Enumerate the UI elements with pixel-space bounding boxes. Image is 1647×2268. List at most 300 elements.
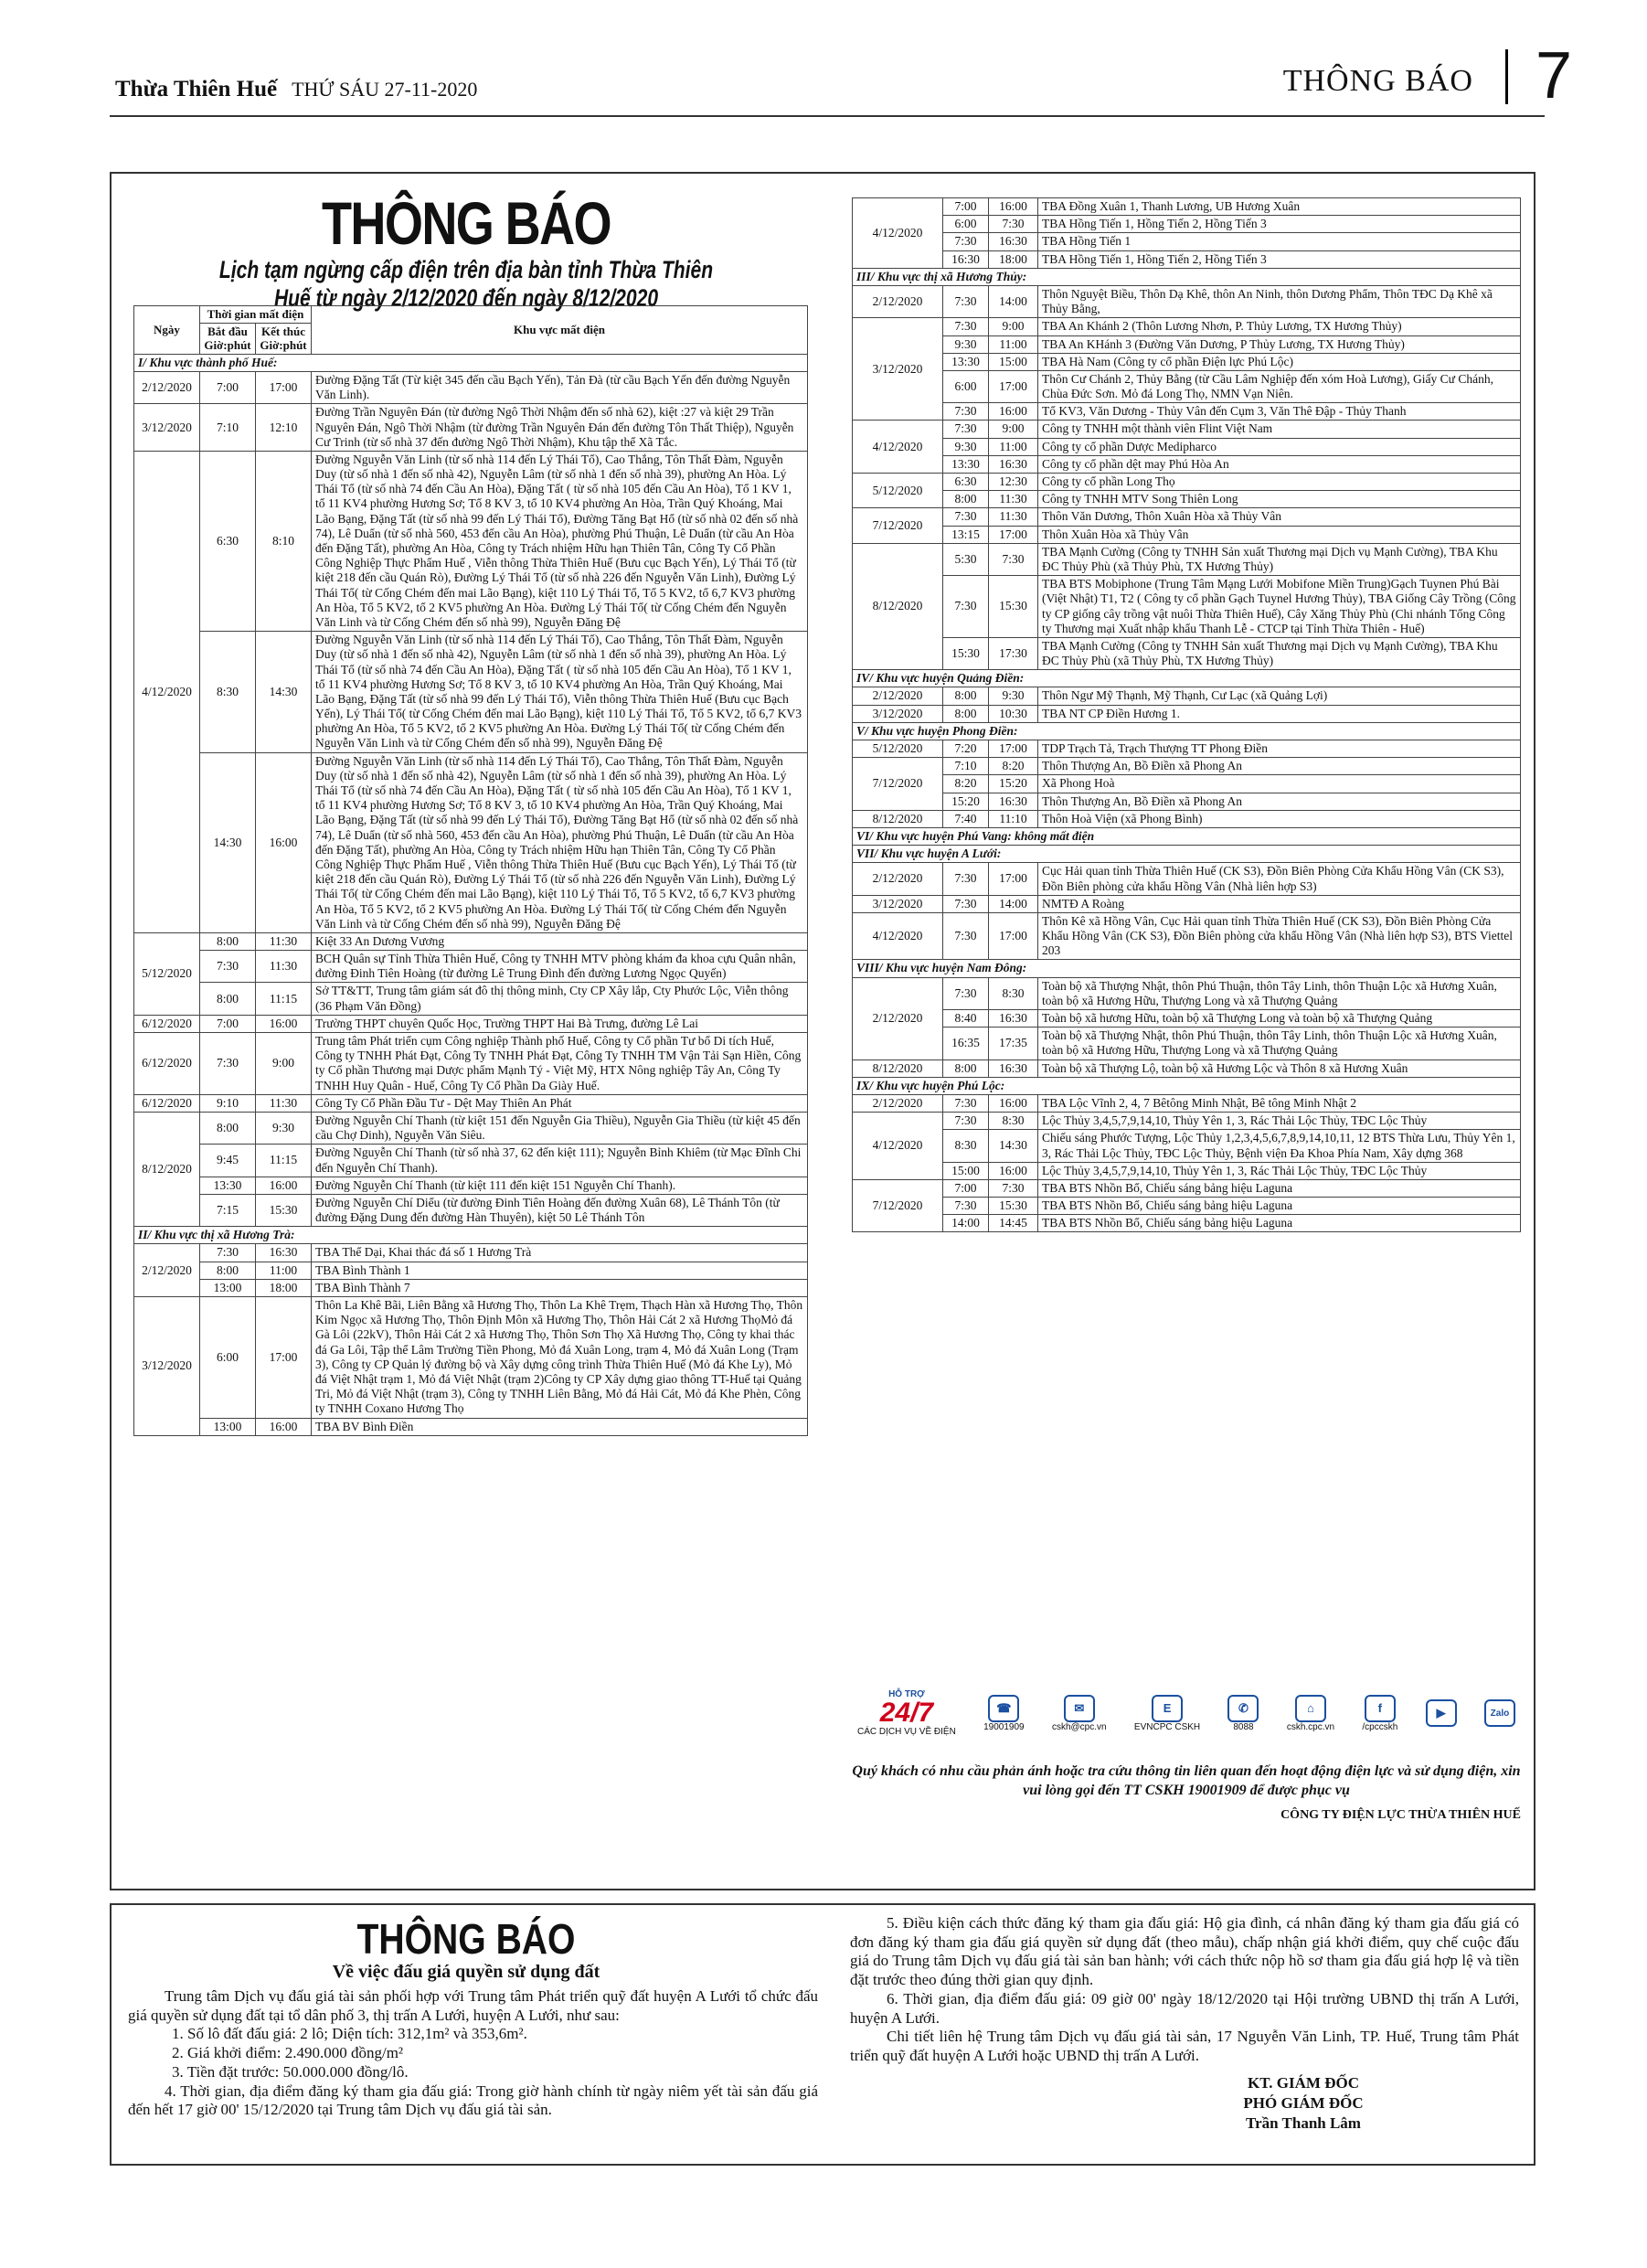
- row-start-time: 7:30: [943, 285, 989, 317]
- row-end-time: 16:30: [989, 793, 1038, 810]
- row-start-time: 7:20: [943, 740, 989, 758]
- row-start-time: 7:15: [200, 1194, 256, 1226]
- table-row: [853, 1162, 1521, 1179]
- outage-table-left: [133, 305, 808, 1436]
- row-start-time: 6:00: [200, 1297, 256, 1419]
- row-start-time: 15:20: [943, 793, 989, 810]
- row-end-time: 9:00: [256, 1033, 312, 1095]
- row-area: Đường Trần Nguyên Đán (từ đường Ngô Thời Nhậm đến số nhà 62), kiệt :27 và kiệt 29 Trần Nguyên Đán, Ngô Thời Nhậm (từ đường Trần Nguyên Đán đến đường Tôn Thất Thiệp), Nguyễn Cư Trinh (từ số nhà 37 đến đường Ngô Thời Nhậm), Khu tập thể Xã Tắc.: [312, 404, 808, 452]
- auction-subtitle: Về việc đấu giá quyền sử dụng đất: [332, 1962, 600, 1982]
- auction-item-1: 1. Số lô đất đấu giá: 2 lô; Diện tích: 312,1m² và 353,6m².: [172, 2025, 527, 2043]
- row-start-time: 7:30: [943, 318, 989, 335]
- row-end-time: 16:00: [256, 752, 312, 932]
- auction-title: THÔNG BÁO: [356, 1915, 576, 1963]
- support-tag: HỖ TRỢ: [888, 1689, 925, 1699]
- table-row: [134, 983, 808, 1015]
- row-start-time: 9:10: [200, 1094, 256, 1112]
- row-start-time: 14:30: [200, 752, 256, 932]
- row-area: Trường THPT chuyên Quốc Học, Trường THPT Hai Bà Trưng, đường Lê Lai: [312, 1015, 808, 1032]
- row-date: 7/12/2020: [853, 508, 943, 543]
- auction-item-5: 5. Điều kiện cách thức đăng ký tham gia đấu giá: Hộ gia đình, cá nhân đăng ký tham gia đấu giá có đơn đăng ký tham gia đấu giá quyền sử dụng đất (theo mẫu), chấp nhận giá khởi điểm, quy chế cuộc đấu giá do Trung tâm Dịch vụ đấu giá tài sản ban hành; với cách thức nộp hồ sơ tham gia đấu giá hợp lệ và tiền đặt trước theo đúng thời gian quy định.: [850, 1914, 1519, 1989]
- table-row: [134, 451, 808, 631]
- row-date: 3/12/2020: [134, 404, 200, 452]
- row-end-time: 15:30: [989, 576, 1038, 638]
- table-row: [853, 1198, 1521, 1215]
- row-date: 2/12/2020: [853, 1094, 943, 1112]
- table-row: [134, 1177, 808, 1194]
- table-row: [853, 508, 1521, 526]
- section-heading-row: [853, 827, 1521, 845]
- section-heading-row: [853, 960, 1521, 977]
- row-start-time: 6:00: [943, 216, 989, 233]
- table-row: [134, 404, 808, 452]
- col-day: Ngày: [134, 306, 200, 355]
- row-area: Cục Hải quan tỉnh Thừa Thiên Huế (CK S3), Đồn Biên Phòng Cửa Khẩu Hồng Vân (CK S3), Đồn Biên phòng cửa khẩu Hồng Vân (Nhà liên hợp S3): [1038, 863, 1521, 895]
- row-area: TBA An KHánh 3 (Đường Văn Dương, P Thủy Lương, TX Hương Thủy): [1038, 335, 1521, 353]
- table-row: [853, 285, 1521, 317]
- outage-rows-right: [853, 198, 1521, 1232]
- table-row: [853, 576, 1521, 638]
- row-area: Thôn Xuân Hòa xã Thủy Vân: [1038, 526, 1521, 543]
- row-end-time: 9:30: [989, 687, 1038, 705]
- row-start-time: 7:00: [943, 1179, 989, 1197]
- row-date: 3/12/2020: [853, 318, 943, 421]
- web-address: cskh.cpc.vn: [1286, 1721, 1335, 1732]
- table-row: [853, 233, 1521, 250]
- auction-item-3: 3. Tiền đặt trước: 50.000.000 đồng/lô.: [172, 2062, 409, 2081]
- support-footer: [852, 1677, 1521, 1823]
- row-end-time: 16:30: [989, 233, 1038, 250]
- table-row: [853, 370, 1521, 402]
- row-area: Công ty cổ phần Long Thọ: [1038, 474, 1521, 491]
- outage-rows-left: [134, 354, 808, 1435]
- row-area: Đường Nguyễn Chí Thanh (từ kiệt 111 đến kiệt 151 Nguyễn Chí Thanh).: [312, 1177, 808, 1194]
- row-start-time: 8:20: [943, 775, 989, 793]
- row-start-time: 8:00: [943, 687, 989, 705]
- row-end-time: 8:20: [989, 758, 1038, 775]
- row-area: TBA Bình Thành 1: [312, 1262, 808, 1279]
- row-start-time: 7:10: [200, 404, 256, 452]
- row-date: 2/12/2020: [853, 863, 943, 895]
- table-row: [853, 1215, 1521, 1232]
- row-area: Thôn Thượng An, Bồ Điền xã Phong An: [1038, 758, 1521, 775]
- row-start-time: 8:40: [943, 1010, 989, 1028]
- table-row: [134, 371, 808, 403]
- row-area: Chiếu sáng Phước Tượng, Lộc Thủy 1,2,3,4,5,6,7,8,9,14,10,11, 12 BTS Thừa Lưu, Thủy Yên 1, 3, Rác Thải Lộc Thủy, TĐC Lộc Thủy, Bệnh viện Đa Khoa Phía Nam, Xây dựng 368: [1038, 1130, 1521, 1162]
- row-start-time: 8:00: [943, 1059, 989, 1077]
- table-row: [134, 1194, 808, 1226]
- auction-contact: Chi tiết liên hệ Trung tâm Dịch vụ đấu giá tài sản, 17 Nguyễn Văn Linh, TP. Huế, Trung tâm Phát triển quỹ đất huyện A Lưới hoặc UBND thị trấn A Lưới.: [850, 2028, 1519, 2065]
- email-address: cskh@cpc.vn: [1051, 1721, 1107, 1732]
- row-date: 2/12/2020: [134, 371, 200, 403]
- row-end-time: 14:30: [989, 1130, 1038, 1162]
- row-area: Thôn Cư Chánh 2, Thủy Bằng (từ Cầu Lâm Nghiệp đến xóm Hoà Lương), Giấy Cư Chánh, Chùa Đức Sơn. Mỏ đá Long Thọ, NMN Vạn Niên.: [1038, 370, 1521, 402]
- row-start-time: 15:30: [943, 637, 989, 669]
- row-end-time: 16:30: [256, 1244, 312, 1262]
- row-start-time: 13:30: [943, 353, 989, 370]
- row-area: Xã Phong Hoà: [1038, 775, 1521, 793]
- row-date: 6/12/2020: [134, 1015, 200, 1032]
- row-end-time: 7:30: [989, 543, 1038, 575]
- row-area: TDP Trạch Tả, Trạch Thượng TT Phong Điền: [1038, 740, 1521, 758]
- row-start-time: 7:30: [943, 977, 989, 1009]
- row-area: TBA Bình Thành 7: [312, 1279, 808, 1296]
- notice-subtitle: Lịch tạm ngừng cấp điện trên địa bàn tỉnh Thừa Thiên Huế từ ngày 2/12/2020 đến ngày 8/12/2020: [218, 256, 714, 312]
- row-area: Đường Nguyễn Chí Thanh (từ kiệt 151 đến Nguyễn Gia Thiều), Nguyễn Gia Thiều (từ kiệt 45 đến cầu Chợ Dinh), Nguyễn Văn Siêu.: [312, 1112, 808, 1144]
- section-heading: VIII/ Khu vực huyện Nam Đông:: [853, 960, 1521, 977]
- row-area: TBA Đồng Xuân 1, Thanh Lương, UB Hương Xuân: [1038, 198, 1521, 216]
- row-end-time: 9:00: [989, 421, 1038, 438]
- row-end-time: 16:00: [256, 1177, 312, 1194]
- table-row: [853, 421, 1521, 438]
- row-area: Công Ty Cổ Phần Đầu Tư - Dệt May Thiên An Phát: [312, 1094, 808, 1112]
- row-start-time: 14:00: [943, 1215, 989, 1232]
- email-logo: [1052, 1695, 1107, 1732]
- row-area: Thôn Kê xã Hồng Vân, Cục Hải quan tỉnh Thừa Thiên Huế (CK S3), Đồn Biên Phòng Cửa Khẩu Hồng Vân (CK S3), Đồn Biên phòng cửa khẩu Hồng Vân (Nhà liên hợp S3), BTS Viettel 203: [1038, 912, 1521, 960]
- row-area: BCH Quân sự Tỉnh Thừa Thiên Huế, Công ty TNHH MTV phòng khám đa khoa cựu Quân nhân, đường Đinh Tiên Hoàng (từ đường Lê Trung Đình đến đường Lương Ngọc Quyến): [312, 951, 808, 983]
- section-heading: VI/ Khu vực huyện Phú Vang: không mất điện: [853, 827, 1521, 845]
- row-end-time: 14:00: [989, 895, 1038, 912]
- row-date: 5/12/2020: [853, 474, 943, 508]
- row-end-time: 11:15: [256, 1145, 312, 1177]
- table-row: [853, 1010, 1521, 1028]
- row-area: TBA BTS Nhồn Bổ, Chiếu sáng bảng hiệu Laguna: [1038, 1215, 1521, 1232]
- row-end-time: 17:00: [989, 912, 1038, 960]
- row-area: Thôn Nguyệt Biều, Thôn Dạ Khê, thôn An Ninh, thôn Dương Phẩm, Thôn TĐC Dạ Khê xã Thủy Bằng,: [1038, 285, 1521, 317]
- row-date: 3/12/2020: [134, 1297, 200, 1436]
- auction-item-6: 6. Thời gian, địa điểm đấu giá: 09 giờ 00' ngày 18/12/2020 tại Hội trường UBND thị trấn A Lưới, huyện A Lưới.: [850, 1989, 1519, 2027]
- table-row: [853, 455, 1521, 473]
- row-start-time: 13:15: [943, 526, 989, 543]
- row-end-time: 16:00: [989, 1162, 1038, 1179]
- row-area: Kiệt 33 An Dương Vương: [312, 932, 808, 950]
- auction-intro: Trung tâm Dịch vụ đấu giá tài sản phối hợp với Trung tâm Phát triển quỹ đất huyện A Lưới tổ chức đấu giá quyền sử dụng đất tại tổ dân phố 3, thị trấn A Lưới, huyện A Lưới, như sau:: [128, 1987, 818, 2024]
- app-store-icon: ▶: [1426, 1699, 1457, 1727]
- row-start-time: 8:30: [943, 1130, 989, 1162]
- table-row: [134, 632, 808, 753]
- row-end-time: 10:30: [989, 705, 1038, 722]
- row-end-time: 17:00: [989, 526, 1038, 543]
- row-end-time: 11:15: [256, 983, 312, 1015]
- col-area: Khu vực mất điện: [312, 306, 808, 355]
- row-start-time: 7:30: [943, 508, 989, 526]
- sms-icon: ✆: [1227, 1695, 1259, 1722]
- row-end-time: 17:35: [989, 1028, 1038, 1059]
- row-area: Công ty cổ phần Dược Medipharco: [1038, 438, 1521, 455]
- row-end-time: 7:30: [989, 1179, 1038, 1197]
- row-start-time: 9:30: [943, 335, 989, 353]
- row-date: 3/12/2020: [853, 895, 943, 912]
- table-row: [853, 438, 1521, 455]
- table-row: [134, 1244, 808, 1262]
- row-end-time: 11:30: [256, 951, 312, 983]
- table-row: [853, 895, 1521, 912]
- table-row: [134, 1279, 808, 1296]
- row-end-time: 11:00: [989, 335, 1038, 353]
- table-row: [853, 250, 1521, 268]
- evn-logo: [1134, 1695, 1200, 1732]
- row-start-time: 5:30: [943, 543, 989, 575]
- row-start-time: 7:30: [200, 951, 256, 983]
- row-area: Toàn bộ xã hương Hữu, toàn bộ xã Thượng Long và toàn bộ xã Thượng Quảng: [1038, 1010, 1521, 1028]
- paper-name: Thừa Thiên Huế: [115, 77, 278, 101]
- table-row: [853, 491, 1521, 508]
- row-date: 8/12/2020: [853, 543, 943, 670]
- table-row: [134, 1015, 808, 1032]
- row-area: TBA BV Bình Điền: [312, 1418, 808, 1435]
- row-start-time: 9:45: [200, 1145, 256, 1177]
- section-heading-row: [853, 722, 1521, 740]
- row-area: TBA BTS Nhồn Bổ, Chiếu sáng bảng hiệu Laguna: [1038, 1179, 1521, 1197]
- row-start-time: 13:00: [200, 1279, 256, 1296]
- row-start-time: 8:00: [200, 983, 256, 1015]
- row-end-time: 16:00: [256, 1418, 312, 1435]
- table-row: [853, 1028, 1521, 1059]
- row-area: Lộc Thủy 3,4,5,7,9,14,10, Thủy Yên 1, 3, Rác Thải Lộc Thủy, TĐC Lộc Thủy: [1038, 1162, 1521, 1179]
- row-end-time: 16:30: [989, 1010, 1038, 1028]
- row-area: TBA Mạnh Cường (Công ty TNHH Sản xuất Thương mại Dịch vụ Mạnh Cường), TBA Khu ĐC Thủy Phù (xã Thủy Phù, TX Hương Thủy): [1038, 637, 1521, 669]
- row-end-time: 11:30: [256, 1094, 312, 1112]
- row-area: NMTĐ A Roàng: [1038, 895, 1521, 912]
- row-start-time: 13:30: [943, 455, 989, 473]
- table-row: [134, 932, 808, 950]
- row-start-time: 8:00: [200, 1262, 256, 1279]
- evn-label: EVNCPC CSKH: [1133, 1721, 1201, 1732]
- row-end-time: 14:30: [256, 632, 312, 753]
- table-row: [853, 740, 1521, 758]
- table-row: [134, 1112, 808, 1144]
- row-area: Trung tâm Phát triển cụm Công nghiệp Thành phố Huế, Công ty Cổ phần Tư bổ Di tích Huế, Công ty TNHH Phát Đạt, Công Ty TNHH Phát Đạt, Công Ty TNHH TM Vận Tải Sạn Hiền, Công ty Cổ phần Thương mại Dược phẩm Mạnh Tý - Việt Mỹ, HTX Nông nghiệp Tây An, Công Ty TNHH Huy Quân - Huế, Công Ty Cổ Phần Da Giày Huế.: [312, 1033, 808, 1095]
- auction-item-2: 2. Giá khởi điểm: 2.490.000 đồng/m²: [172, 2044, 404, 2062]
- table-row: [853, 474, 1521, 491]
- row-end-time: 11:00: [256, 1262, 312, 1279]
- row-end-time: 11:00: [989, 438, 1038, 455]
- row-end-time: 17:00: [989, 863, 1038, 895]
- sms-logo: [1227, 1695, 1259, 1732]
- section-title: THÔNG BÁO: [1282, 64, 1473, 98]
- row-start-time: 8:00: [943, 491, 989, 508]
- table-row: [853, 198, 1521, 216]
- table-row: [853, 543, 1521, 575]
- section-heading-row: [853, 846, 1521, 863]
- row-area: TBA Hồng Tiến 1, Hồng Tiến 2, Hồng Tiến 3: [1038, 216, 1521, 233]
- table-row: [134, 1033, 808, 1095]
- row-start-time: 7:30: [943, 863, 989, 895]
- web-icon: ⌂: [1295, 1695, 1326, 1722]
- masthead: [115, 77, 477, 102]
- row-start-time: 6:00: [943, 370, 989, 402]
- row-end-time: 17:00: [989, 370, 1038, 402]
- row-start-time: 8:00: [200, 932, 256, 950]
- row-start-time: 7:00: [200, 1015, 256, 1032]
- web-logo: [1287, 1695, 1334, 1732]
- row-area: Đường Nguyễn Văn Linh (từ số nhà 114 đến Lý Thái Tổ), Cao Thắng, Tôn Thất Đàm, Nguyễn Duy (từ số nhà 1 đến số nhà 42), Nguyễn Lâm (từ số nhà 1 đến số nhà 39), phường An Hòa. Lý Thái Tổ (từ số nhà 74 đến Cầu An Hòa), Đặng Tất ( từ số nhà 105 đến Cầu An Hòa), Tổ 1 KV 1, tổ 11 KV4 phường Hương Sơ; Tổ 8 KV 3, tổ 10 KV4 phường An Hòa, Trần Quý Khoáng, Mai Lão Bạng, Đặng Tất (từ số nhà 99 đến Lý Thái Tổ), Viễn thông Thừa Thiên Huế (Bưu cục Bạch Yến), Lý Thái Tổ( từ Cống Chém đến mai Lão Bạng), kiệt 110 Lý Thái Tổ, Tổ 5 KV2, tổ 6,7 KV3 phường An Hòa, Tổ 5 KV2, tổ 2 KV5 phường An Hòa. Đường Lý Thái Tổ( từ Cống Chém đến Nguyễn Văn Linh và từ Cống Chém đến số nhà 99), Nguyễn Đăng Đệ: [312, 632, 808, 753]
- support-brand: 24/7: [879, 1698, 934, 1728]
- company-name: CÔNG TY ĐIỆN LỰC THỪA THIÊN HUẾ: [1280, 1807, 1521, 1822]
- outage-table-right: [852, 197, 1521, 1232]
- table-row: [853, 403, 1521, 421]
- row-area: Đường Nguyễn Văn Linh (từ số nhà 114 đến Lý Thái Tổ), Cao Thắng, Tôn Thất Đàm, Nguyễn Duy (từ số nhà 1 đến số nhà 42), Nguyễn Lâm (từ số nhà 1 đến số nhà 39), phường An Hòa. Lý Thái Tổ (từ số nhà 74 đến Cầu An Hòa), Đặng Tất ( từ số nhà 105 đến Cầu An Hòa), Tổ 1 KV 1, tổ 11 KV4 phường Hương Sơ; Tổ 8 KV 3, tổ 10 KV4 phường An Hòa, Trần Quý Khoáng, Mai Lão Bạng, Đặng Tất (từ số nhà 99 đến Lý Thái Tổ), Đường Tăng Bạt Hổ (từ số nhà 02 đến số nhà 74), Lê Duẩn (từ số nhà 560, 453 đến cầu An Hòa), phường Phú Thuận, Lê Duẩn (từ cầu An Hòa đến Đặng Tất), phường An Hòa, Công ty Trách nhiệm Hữu hạn Thiên Tân, Công Ty Cổ Phần Công Nghiệp Thực Phẩm Huế , Viễn thông Thừa Thiên Huế (Bưu cục Bạch Yến), Lý Thái Tổ (từ kiệt 218 đến cầu Quán Rò), Đường Lý Thái Tổ (từ số nhà 226 đến Nguyễn Văn Linh), Đường Lý Thái Tổ( từ Cống Chém đến mai Lão Bạng), kiệt 110 Lý Thái Tổ, Tổ 5 KV2, tổ 6,7 KV3 phường An Hòa, Tổ 5 KV2, tổ 2 KV5 phường An Hòa. Đường Lý Thái Tổ( từ Cống Chém đến Nguyễn Văn Linh và từ Cống Chém đến số nhà 99), Nguyễn Đăng Đệ: [312, 752, 808, 932]
- table-row: [853, 977, 1521, 1009]
- row-start-time: 13:30: [200, 1177, 256, 1194]
- table-row: [853, 705, 1521, 722]
- row-area: TBA Hồng Tiến 1, Hồng Tiến 2, Hồng Tiến 3: [1038, 250, 1521, 268]
- row-date: 4/12/2020: [853, 421, 943, 474]
- row-area: TBA Mạnh Cường (Công ty TNHH Sản xuất Thương mại Dịch vụ Mạnh Cường), TBA Khu ĐC Thủy Phù (xã Thủy Phù, TX Hương Thủy): [1038, 543, 1521, 575]
- table-row: [134, 1094, 808, 1112]
- row-end-time: 16:00: [989, 403, 1038, 421]
- row-start-time: 6:30: [943, 474, 989, 491]
- row-end-time: 15:20: [989, 775, 1038, 793]
- row-start-time: 7:30: [943, 233, 989, 250]
- row-area: TBA NT CP Điền Hương 1.: [1038, 705, 1521, 722]
- row-area: Thôn Văn Dương, Thôn Xuân Hòa xã Thủy Vân: [1038, 508, 1521, 526]
- row-date: 4/12/2020: [853, 912, 943, 960]
- row-date: 8/12/2020: [134, 1112, 200, 1226]
- row-start-time: 7:30: [200, 1244, 256, 1262]
- section-heading: IV/ Khu vực huyện Quảng Điền:: [853, 670, 1521, 687]
- table-row: [853, 775, 1521, 793]
- row-area: TBA An Khánh 2 (Thôn Lương Nhơn, P. Thủy Lương, TX Hương Thủy): [1038, 318, 1521, 335]
- signature-block: [1088, 2073, 1519, 2134]
- row-area: TBA BTS Mobiphone (Trung Tâm Mạng Lưới Mobifone Miền Trung)Gạch Tuynen Phú Bài (Việt Nhật) T1, T2 ( Công ty cổ phần Gạch Tuynel Hương Thủy), TBA Giống Cây Trồng (Công ty CP giống cây trồng vật nuôi Thừa Thiên Huế), Cây Xăng Thủy Phù (Chi nhánh Tổng Công ty Thương mại Xuất nhập khẩu Thanh Lễ - CTCP tại Tỉnh Thừa Thiên - Huế): [1038, 576, 1521, 638]
- row-end-time: 8:30: [989, 1113, 1038, 1130]
- row-start-time: 8:30: [200, 632, 256, 753]
- row-end-time: 18:00: [989, 250, 1038, 268]
- row-area: TBA Hồng Tiến 1: [1038, 233, 1521, 250]
- row-end-time: 16:00: [989, 1094, 1038, 1112]
- col-start: Bắt đầu Giờ:phút: [200, 323, 256, 354]
- section-heading: II/ Khu vực thị xã Hương Trà:: [134, 1227, 808, 1244]
- facebook-handle: /cpccskh: [1362, 1721, 1398, 1732]
- auction-body-right: [850, 1914, 1519, 2134]
- email-icon: ✉: [1064, 1695, 1095, 1722]
- table-row: [853, 863, 1521, 895]
- support-247-logo: [857, 1689, 956, 1737]
- row-end-time: 11:30: [256, 932, 312, 950]
- row-end-time: 17:00: [256, 1297, 312, 1419]
- facebook-icon: f: [1365, 1695, 1396, 1722]
- row-area: Thôn Ngư Mỹ Thạnh, Mỹ Thạnh, Cư Lạc (xã Quảng Lợi): [1038, 687, 1521, 705]
- section-heading-row: [853, 268, 1521, 285]
- row-end-time: 11:30: [989, 491, 1038, 508]
- row-end-time: 12:10: [256, 404, 312, 452]
- section-heading: III/ Khu vực thị xã Hương Thủy:: [853, 268, 1521, 285]
- auction-item-4: 4. Thời gian, địa điểm đăng ký tham gia đấu giá: Trong giờ hành chính từ ngày niêm yết tài sản đấu giá đến hết 17 giờ 00' 15/12/2020 tại Trung tâm Dịch vụ đấu giá tài sản.: [128, 2082, 818, 2119]
- table-row: [853, 318, 1521, 335]
- row-area: Công ty TNHH MTV Song Thiên Long: [1038, 491, 1521, 508]
- row-date: 4/12/2020: [134, 451, 200, 932]
- row-area: Toàn bộ xã Thượng Nhật, thôn Phú Thuận, thôn Tây Linh, thôn Thuận Lộc xã Hương Xuân, toàn bộ xã Hương Hữu, Thượng Long và xã Thượng Quảng: [1038, 1028, 1521, 1059]
- row-start-time: 13:00: [200, 1418, 256, 1435]
- row-end-time: 16:30: [989, 455, 1038, 473]
- evn-icon: E: [1152, 1695, 1183, 1722]
- header-rule: [110, 115, 1545, 117]
- row-area: Thôn Thượng An, Bồ Điền xã Phong An: [1038, 793, 1521, 810]
- table-row: [853, 687, 1521, 705]
- row-start-time: 8:00: [200, 1112, 256, 1144]
- notice-title: THÔNG BÁO: [322, 189, 611, 257]
- row-area: Đường Nguyễn Chí Diểu (từ đường Đinh Tiên Hoàng đến đường Xuân 68), Lê Thánh Tôn (từ đường Đặng Dung đến đường Hàn Thuyên), kiệt 50 Lê Thánh Tôn: [312, 1194, 808, 1226]
- row-end-time: 17:00: [989, 740, 1038, 758]
- row-end-time: 16:00: [989, 198, 1038, 216]
- table-row: [134, 1418, 808, 1435]
- row-end-time: 9:00: [989, 318, 1038, 335]
- row-area: Lộc Thủy 3,4,5,7,9,14,10, Thủy Yên 1, 3, Rác Thải Lộc Thủy, TĐC Lộc Thủy: [1038, 1113, 1521, 1130]
- row-end-time: 11:10: [989, 810, 1038, 827]
- row-start-time: 7:30: [943, 1113, 989, 1130]
- table-row: [853, 1059, 1521, 1077]
- row-area: Công ty cổ phần dệt may Phú Hòa An: [1038, 455, 1521, 473]
- row-end-time: 7:30: [989, 216, 1038, 233]
- table-row: [134, 1297, 808, 1419]
- row-end-time: 16:30: [989, 1059, 1038, 1077]
- row-date: 7/12/2020: [853, 1179, 943, 1232]
- table-row: [853, 353, 1521, 370]
- row-date: 8/12/2020: [853, 1059, 943, 1077]
- auction-body-left: [128, 1987, 818, 2120]
- page-number: 7: [1535, 39, 1572, 112]
- row-date: 4/12/2020: [853, 198, 943, 269]
- table-row: [134, 1145, 808, 1177]
- row-start-time: 7:30: [943, 403, 989, 421]
- hotline-logo: [983, 1695, 1025, 1732]
- row-end-time: 16:00: [256, 1015, 312, 1032]
- row-date: 2/12/2020: [853, 285, 943, 317]
- row-start-time: 7:30: [943, 421, 989, 438]
- section-heading-row: [853, 670, 1521, 687]
- row-end-time: 14:45: [989, 1215, 1038, 1232]
- row-end-time: 8:30: [989, 977, 1038, 1009]
- table-row: [853, 793, 1521, 810]
- row-end-time: 15:30: [989, 1198, 1038, 1215]
- zalo-logo: [1484, 1699, 1515, 1727]
- row-start-time: 16:30: [943, 250, 989, 268]
- row-area: Đường Nguyễn Chí Thanh (từ số nhà 37, 62 đến kiệt 111); Nguyễn Bỉnh Khiêm (từ Mạc Đĩnh Chi đến Nguyễn Chí Thanh).: [312, 1145, 808, 1177]
- row-start-time: 7:30: [943, 576, 989, 638]
- row-start-time: 7:30: [943, 1094, 989, 1112]
- table-row: [134, 1262, 808, 1279]
- row-area: Thôn Hoà Viện (xã Phong Bình): [1038, 810, 1521, 827]
- hotline-number: 19001909: [983, 1721, 1025, 1732]
- row-start-time: 7:30: [200, 1033, 256, 1095]
- row-area: Công ty TNHH một thành viên Flint Việt Nam: [1038, 421, 1521, 438]
- support-caption: CÁC DỊCH VỤ VỀ ĐIỆN: [857, 1727, 956, 1737]
- row-start-time: 15:00: [943, 1162, 989, 1179]
- header-divider: [1505, 49, 1508, 104]
- row-date: 5/12/2020: [134, 932, 200, 1015]
- row-end-time: 12:30: [989, 474, 1038, 491]
- zalo-icon: Zalo: [1484, 1699, 1515, 1727]
- table-row: [853, 637, 1521, 669]
- row-start-time: 6:30: [200, 451, 256, 631]
- table-row: [853, 912, 1521, 960]
- section-heading-row: [134, 354, 808, 371]
- section-heading-row: [134, 1227, 808, 1244]
- signer-name: Trần Thanh Lâm: [1246, 2114, 1361, 2133]
- app-store-logo: [1426, 1699, 1457, 1727]
- row-end-time: 11:30: [989, 508, 1038, 526]
- row-date: 4/12/2020: [853, 1113, 943, 1180]
- row-start-time: 7:00: [943, 198, 989, 216]
- row-end-time: 17:00: [256, 371, 312, 403]
- row-date: 6/12/2020: [134, 1033, 200, 1095]
- table-row: [853, 758, 1521, 775]
- row-area: Toàn bộ xã Thượng Nhật, thôn Phú Thuận, thôn Tây Linh, thôn Thuận Lộc xã Hương Xuân, toàn bộ xã Hương Hữu, Thượng Long và xã Thượng Quảng: [1038, 977, 1521, 1009]
- row-end-time: 14:00: [989, 285, 1038, 317]
- row-area: TBA Hà Nam (Công ty cổ phần Điện lực Phú Lộc): [1038, 353, 1521, 370]
- row-start-time: 7:10: [943, 758, 989, 775]
